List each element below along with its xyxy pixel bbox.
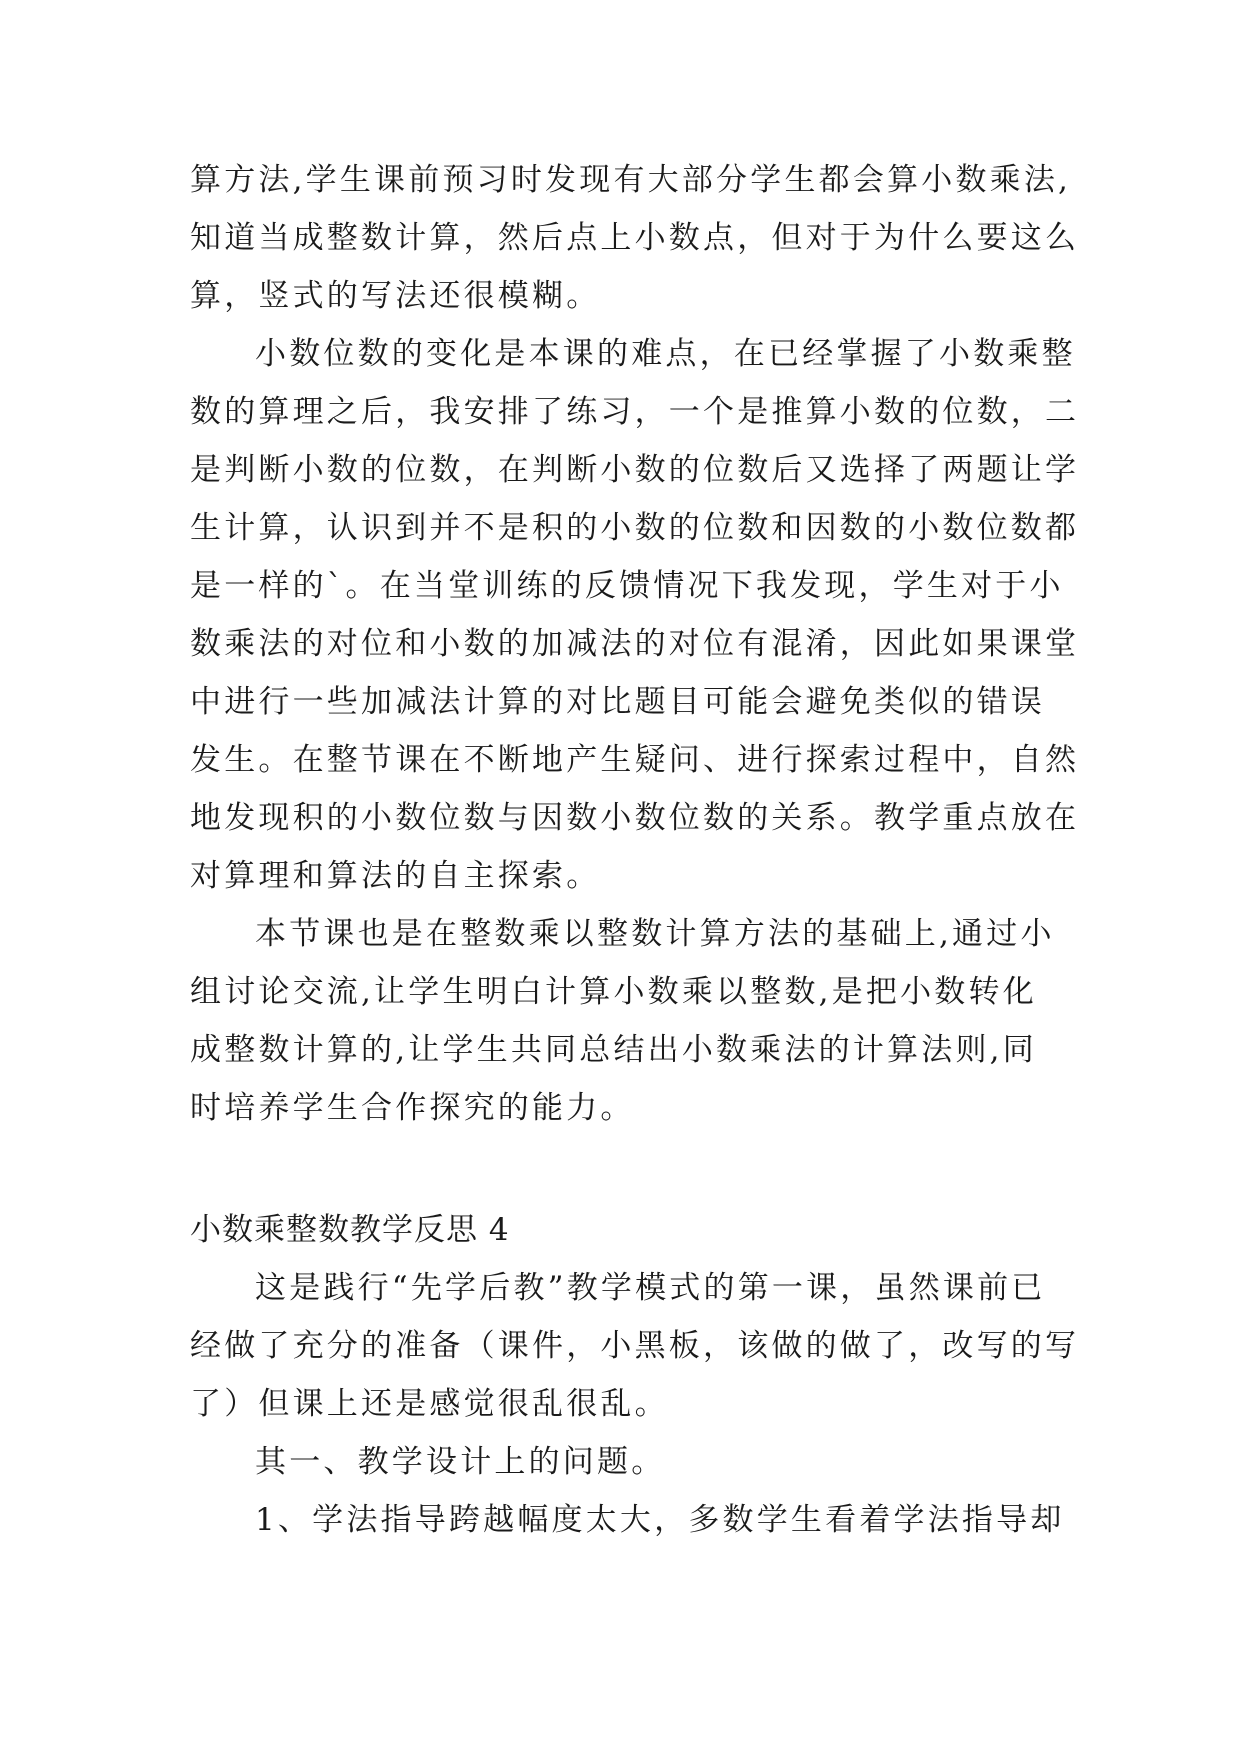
text-line: 数的算理之后，我安排了练习，一个是推算小数的位数，二 bbox=[190, 394, 1080, 430]
text-line: 算方法,学生课前预习时发现有大部分学生都会算小数乘法, bbox=[190, 162, 1072, 198]
paragraph-start: 小数位数的变化是本课的难点，在已经掌握了小数乘整 bbox=[255, 336, 1076, 372]
paragraph-start: 这是践行“先学后教”教学模式的第一课，虽然课前已 bbox=[255, 1270, 1046, 1306]
text-line: 时培养学生合作探究的能力。 bbox=[190, 1090, 635, 1126]
text-line: 组讨论交流,让学生明白计算小数乘以整数,是把小数转化 bbox=[190, 974, 1037, 1010]
text-line: 经做了充分的准备（课件，小黑板，该做的做了，改写的写 bbox=[190, 1328, 1080, 1364]
text-line: 中进行一些加减法计算的对比题目可能会避免类似的错误 bbox=[190, 684, 1045, 720]
paragraph-start: 其一、教学设计上的问题。 bbox=[255, 1444, 666, 1480]
text-line: 发生。在整节课在不断地产生疑问、进行探索过程中，自然 bbox=[190, 742, 1080, 778]
section-heading: 小数乘整数教学反思 4 bbox=[190, 1212, 510, 1248]
text-line: 知道当成整数计算，然后点上小数点，但对于为什么要这么 bbox=[190, 220, 1080, 256]
paragraph-start: 本节课也是在整数乘以整数计算方法的基础上,通过小 bbox=[255, 916, 1055, 952]
text-line: 成整数计算的,让学生共同总结出小数乘法的计算法则,同 bbox=[190, 1032, 1037, 1068]
text-line: 是判断小数的位数，在判断小数的位数后又选择了两题让学 bbox=[190, 452, 1080, 488]
text-line: 生计算，认识到并不是积的小数的位数和因数的小数位数都 bbox=[190, 510, 1080, 546]
text-line: 是一样的`。在当堂训练的反馈情况下我发现，学生对于小 bbox=[190, 568, 1064, 604]
text-line: 地发现积的小数位数与因数小数位数的关系。教学重点放在 bbox=[190, 800, 1080, 836]
text-line: 对算理和算法的自主探索。 bbox=[190, 858, 601, 894]
text-line: 算，竖式的写法还很模糊。 bbox=[190, 278, 601, 314]
text-line: 了）但课上还是感觉很乱很乱。 bbox=[190, 1386, 669, 1422]
paragraph-start: 1、学法指导跨越幅度太大，多数学生看着学法指导却 bbox=[255, 1502, 1065, 1538]
text-line: 数乘法的对位和小数的加减法的对位有混淆，因此如果课堂 bbox=[190, 626, 1080, 662]
